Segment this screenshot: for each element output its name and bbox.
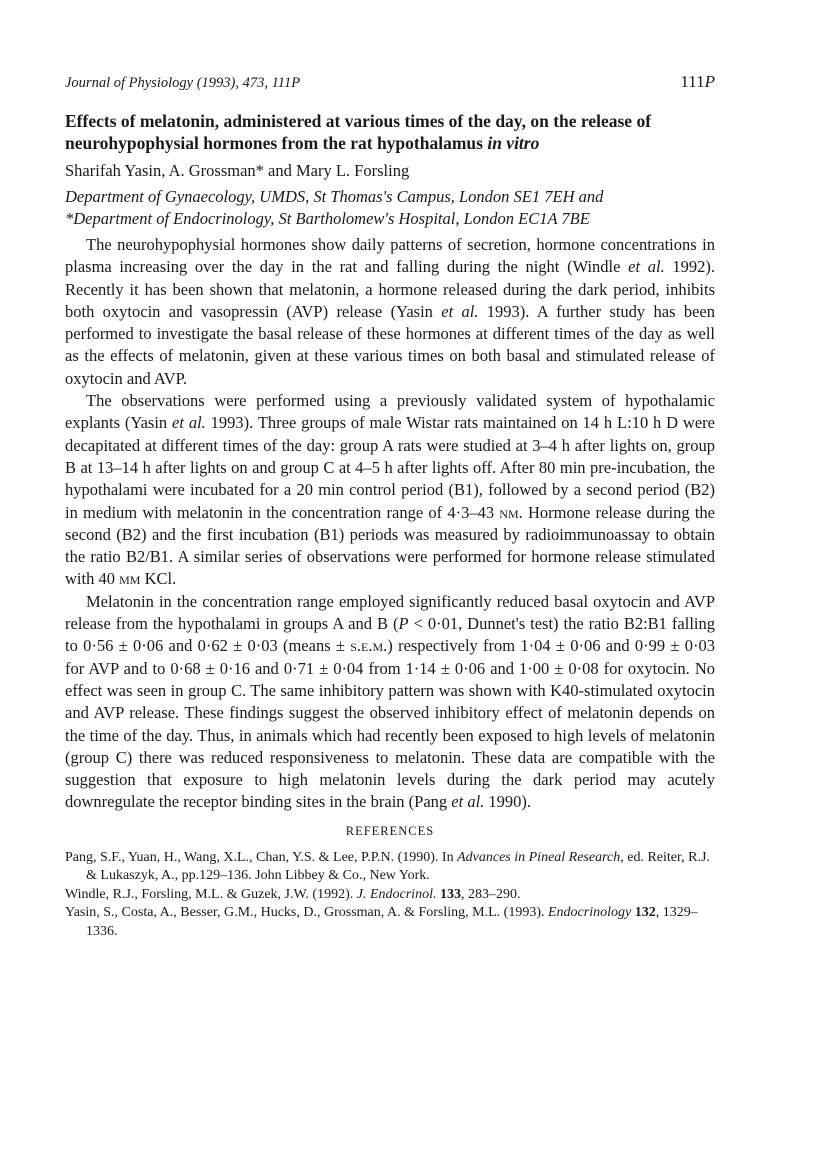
affiliation-2: *Department of Endocrinology, St Bartholomew's Hospital, London EC1A 7BE bbox=[65, 209, 590, 228]
unit-nm: nm bbox=[499, 502, 519, 522]
ref-volume: 133 bbox=[439, 886, 461, 902]
ref-text: Yasin, S., Costa, A., Besser, G.M., Hucks, D., Grossman, A. & Forsling, M.L. (1993). bbox=[65, 905, 548, 921]
text-run: 1990). bbox=[484, 792, 532, 812]
article-page bbox=[65, 72, 715, 941]
unit-mm: mm bbox=[119, 569, 141, 589]
article-title bbox=[65, 110, 715, 154]
text-run: 1993). A further study has been performed to investigate the basal release of these hormones at different times of the day as well as the effects of melatonin, given at these various times on both basal and stimulated release of oxytocin and AVP. bbox=[65, 301, 715, 388]
page-number-suffix: P bbox=[704, 72, 715, 91]
text-run: 1993). Three groups of male Wistar rats maintained on 14 h L:10 h D were decapitated at different times of the day: group A rats were studied at 3–4 h after lights on, group B at 13–14 h after lights on and group C at 4–5 h after lights off. After 80 min pre-incubation, the hypothalami were incubated for a 20 min control period (B1), followed by a second period (B2) in medium with melatonin in the concentration range of 4·3–43 bbox=[65, 413, 715, 522]
reference-item bbox=[65, 886, 715, 905]
references-heading: REFERENCES bbox=[345, 823, 435, 838]
sem-abbrev: s.e.m. bbox=[350, 636, 388, 656]
journal-citation: Journal of Physiology (1993), 473, 111P bbox=[65, 75, 301, 91]
ref-source: Endocrinology bbox=[547, 905, 632, 921]
text-run: 1992). Recently it has been shown that melatonin, a hormone released during the dark period, inhibits both oxytocin and vasopressin (AVP) release (Yasin bbox=[65, 257, 715, 321]
affiliations bbox=[65, 186, 715, 230]
reference-item bbox=[65, 904, 715, 941]
et-al: et al. bbox=[451, 792, 485, 812]
et-al: et al. bbox=[172, 413, 206, 433]
paragraph-2 bbox=[65, 390, 715, 591]
author-list: Sharifah Yasin, A. Grossman* and Mary L. Forsling bbox=[65, 161, 410, 180]
text-run: ) respectively from 1·04 ± 0·06 and 0·99 ± 0·03 for AVP and to 0·68 ± 0·16 and 0·71 ± 0·04 from 1·14 ± 0·06 and 1·00 ± 0·08 for oxytocin. No effect was seen in group C. The same inhibitory pattern was shown with K40-stimulated oxytocin and AVP release. These findings suggest the observed inhibitory effect of melatonin depends on the time of the day. Thus, in animals which had recently been exposed to high levels of melatonin (group C) there was reduced responsiveness to melatonin. These data are compatible with the suggestion that exposure to high melatonin levels during the dark period may acutely downregulate the receptor binding sites in the brain (Pang bbox=[65, 636, 715, 812]
text-run: Melatonin in the concentration range employed significantly reduced basal oxytocin and AVP release from the hypothalami in groups A and B ( bbox=[65, 591, 715, 634]
title-italic: in vitro bbox=[487, 133, 540, 153]
ref-text: Windle, R.J., Forsling, M.L. & Guzek, J.W. (1992). bbox=[65, 886, 357, 902]
text-run: The observations were performed using a previously validated system of hypothalamic explants (Yasin bbox=[65, 391, 715, 433]
title-main: Effects of melatonin, administered at various times of the day, on the release of neurohypophysial hormones from the rat hypothalamus bbox=[65, 111, 652, 153]
page-number bbox=[680, 72, 715, 92]
ref-text: , 1329–1336. bbox=[86, 905, 698, 939]
affiliation-1: Department of Gynaecology, UMDS, St Thomas's Campus, London SE1 7EH and bbox=[65, 187, 604, 206]
text-run: The neurohypophysial hormones show daily patterns of secretion, hormone concentrations in plasma increasing over the day in the rat and falling during the night (Windle bbox=[65, 235, 715, 277]
ref-volume: 132 bbox=[634, 905, 656, 921]
ref-text: , ed. Reiter, R.J. & Lukaszyk, A., pp.129–136. John Libbey & Co., New York. bbox=[86, 849, 710, 884]
text-run: KCl. bbox=[140, 569, 177, 589]
text-run: < 0·01, Dunnet's test) the ratio B2:B1 falling to 0·56 ± 0·06 and 0·62 ± 0·03 (means ± bbox=[65, 614, 715, 656]
ref-text: Pang, S.F., Yuan, H., Wang, X.L., Chan, Y.S. & Lee, P.P.N. (1990). In bbox=[65, 849, 458, 865]
paragraph-1 bbox=[65, 234, 715, 390]
et-al: et al. bbox=[441, 301, 479, 321]
text-run: . Hormone release during the second (B2) and the first incubation (B1) periods was measured by radioimmunoassay to obtain the ratio B2/B1. A similar series of observations were performed for hormone release stimulated with 40 bbox=[65, 502, 715, 589]
reference-list bbox=[65, 849, 715, 942]
running-head bbox=[65, 72, 715, 92]
p-value-symbol: P bbox=[398, 614, 409, 634]
paragraph-3 bbox=[65, 591, 715, 814]
et-al: et al. bbox=[628, 257, 665, 277]
reference-item bbox=[65, 849, 715, 886]
ref-source: J. Endocrinol. bbox=[356, 886, 437, 902]
ref-source: Advances in Pineal Research bbox=[457, 849, 621, 865]
ref-text: , 283–290. bbox=[460, 886, 521, 902]
page-number-value: 111 bbox=[680, 72, 705, 91]
